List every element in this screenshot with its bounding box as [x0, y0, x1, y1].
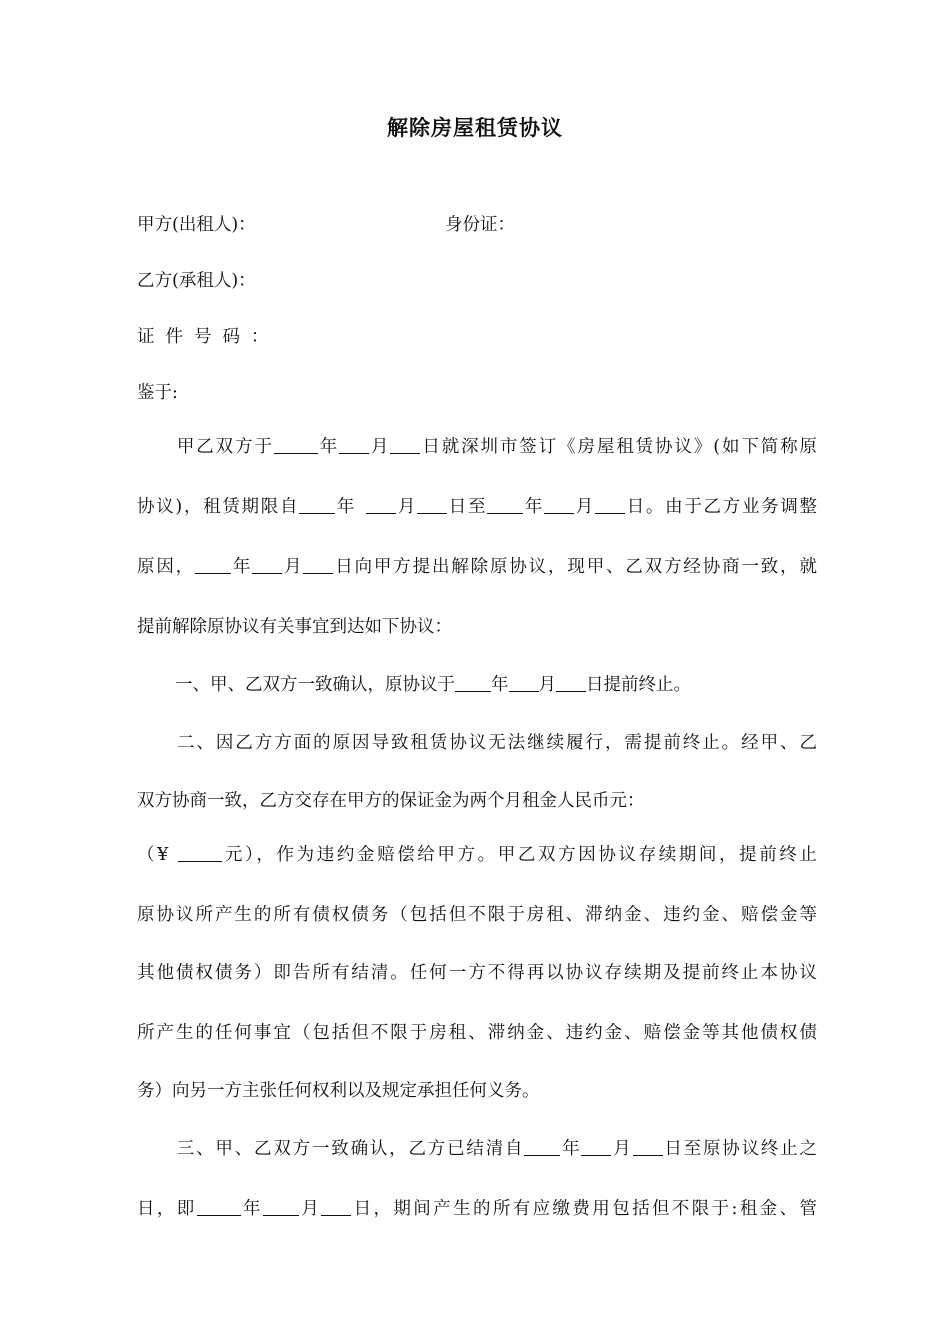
- blank-underline: [633, 1137, 663, 1156]
- text-run: 日至原协议终止之: [662, 1139, 817, 1159]
- blank-underline: [487, 495, 523, 514]
- text-run: 年: [335, 497, 357, 517]
- text-run: 月: [282, 557, 304, 577]
- clause-2-line-2: [137, 788, 817, 814]
- text-run: 元），作为违约金赔偿给甲方。甲乙双方因协议存续期间，提前终止: [222, 845, 817, 865]
- blank-underline: [366, 495, 396, 514]
- party-b-line: [137, 268, 817, 294]
- text-run: 日就深圳市签订《房屋租赁协议》(如下简称原: [420, 437, 817, 457]
- paragraph-1-line-4: [137, 614, 817, 640]
- party-a-line: [137, 212, 817, 238]
- text-run: 年: [491, 675, 509, 695]
- text-run: （¥: [137, 845, 169, 865]
- blank-underline: [595, 495, 625, 514]
- whereas-line: [137, 380, 817, 406]
- blank-underline: [417, 495, 447, 514]
- blank-underline: [390, 435, 420, 454]
- clause-2-line-3: [137, 842, 817, 868]
- blank-underline: [197, 1197, 241, 1216]
- blank-underline: [509, 673, 539, 692]
- blank-underline: [252, 555, 282, 574]
- text-run: 月: [611, 1139, 633, 1159]
- text-run: 年: [523, 497, 545, 517]
- party-b-label: 乙方(承租人)：: [137, 271, 256, 291]
- text-run: 所产生的任何事宜（包括但不限于房租、滞纳金、违约金、赔偿金等其他债权债: [137, 1023, 817, 1043]
- text-run: 月: [369, 437, 391, 457]
- id-label: 身份证：: [445, 215, 515, 235]
- clause-3-line-2: [137, 1196, 817, 1222]
- clause-2-line-7: [137, 1078, 817, 1104]
- clause-1-line: [137, 672, 817, 698]
- clause-2-line-4: [137, 902, 817, 928]
- blank-underline: [178, 843, 222, 862]
- text-run: 务）向另一方主张任何权利以及规定承担任何义务。: [137, 1081, 540, 1101]
- text-run: 年: [240, 1199, 263, 1219]
- blank-underline: [274, 435, 318, 454]
- blank-underline: [544, 495, 574, 514]
- text-run: 日至: [447, 497, 488, 517]
- clause-3-line-1: [137, 1136, 817, 1162]
- text-run: 日向甲方提出解除原协议，现甲、乙双方经协商一致，就: [333, 557, 817, 577]
- text-run: 双方协商一致，乙方交存在甲方的保证金为两个月租金人民币元：: [137, 791, 645, 811]
- text-run: 日提前终止。: [586, 675, 691, 695]
- blank-underline: [455, 673, 491, 692]
- text-run: 月: [298, 1199, 322, 1219]
- blank-underline: [524, 1137, 560, 1156]
- text-run: 原协议所产生的所有债权债务（包括但不限于房租、滞纳金、违约金、赔偿金等: [137, 905, 817, 925]
- paragraph-1-line-2: [137, 494, 817, 520]
- text-run: 日。由于乙方业务调整: [625, 497, 817, 517]
- text-run: 月: [396, 497, 418, 517]
- blank-underline: [339, 435, 369, 454]
- blank-underline: [195, 555, 231, 574]
- text-run: 一、甲、乙双方一致确认，原协议于: [175, 675, 455, 695]
- blank-underline: [299, 495, 335, 514]
- blank-underline: [321, 1197, 351, 1216]
- paragraph-1-line-1: [137, 434, 817, 460]
- blank-underline: [556, 673, 586, 692]
- text-run: 甲乙双方于: [175, 437, 274, 457]
- id-number-line: [137, 324, 817, 350]
- text-run: 年: [231, 557, 253, 577]
- blank-underline: [581, 1137, 611, 1156]
- whereas-label: 鉴于:: [137, 383, 178, 403]
- document-title: 解除房屋租赁协议: [387, 115, 563, 140]
- text-run: 提前解除原协议有关事宜到达如下协议：: [137, 617, 452, 637]
- text-run: 日，即: [137, 1199, 197, 1219]
- text-run: 年: [560, 1139, 582, 1159]
- text-run: 二、因乙方方面的原因导致租赁协议无法继续履行，需提前终止。经甲、乙: [175, 733, 817, 753]
- text-run: 原因，: [137, 557, 196, 577]
- party-a-label: 甲方(出租人)：: [137, 215, 256, 235]
- text-run: 协议)，租赁期限自: [137, 497, 300, 517]
- text-run: 日，期间产生的所有应缴费用包括但不限于:租金、管: [351, 1199, 817, 1219]
- paragraph-1-line-3: [137, 554, 817, 580]
- text-run: 其他债权债务）即告所有结清。任何一方不得再以协议存续期及提前终止本协议: [137, 963, 817, 983]
- blank-underline: [263, 1197, 299, 1216]
- clause-2-line-6: [137, 1020, 817, 1046]
- blank-underline: [303, 555, 333, 574]
- id-number-label: 证件号码：: [137, 327, 280, 347]
- clause-2-line-1: [137, 730, 817, 756]
- clause-2-line-5: [137, 960, 817, 986]
- text-run: 三、甲、乙双方一致确认，乙方已结清自: [175, 1139, 525, 1159]
- text-run: 年: [317, 437, 340, 457]
- text-run: 月: [538, 675, 556, 695]
- text-run: 月: [574, 497, 595, 517]
